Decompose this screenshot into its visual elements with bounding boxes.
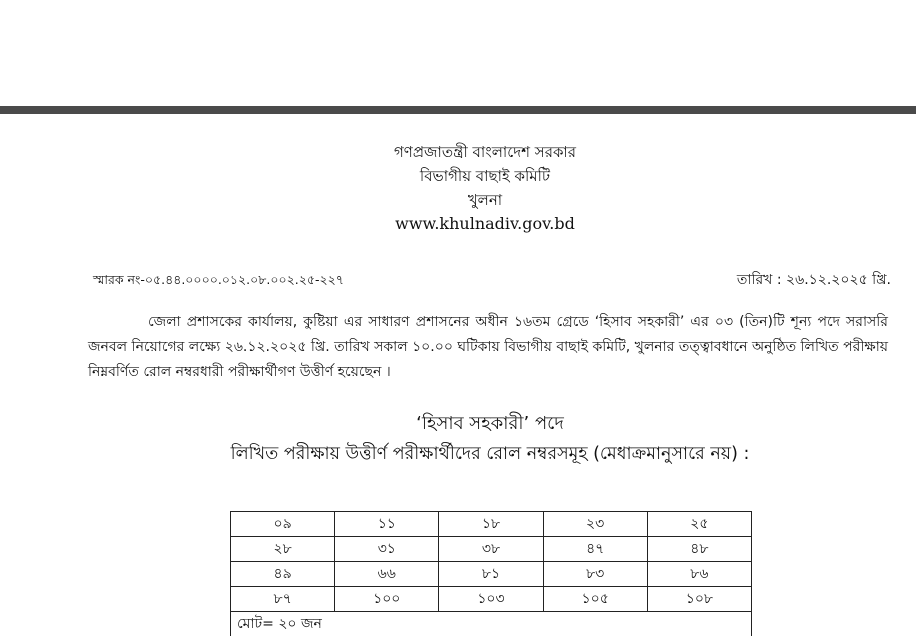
roll-cell: ১১ [335,512,439,537]
total-count: মোট= ২০ জন [231,612,752,636]
roll-cell: ৮৩ [543,562,647,587]
top-blank-area [0,0,916,106]
document-header [0,140,916,236]
roll-cell: ১০০ [335,587,439,612]
roll-cell: ৮৬ [647,562,751,587]
memo-reference: স্মারক নং-০৫.৪৪.০০০০.০১২.০৮.০০২.২৫-২২৭ [93,272,344,292]
city-name: খুলনা [0,188,916,212]
roll-cell: ৩১ [335,537,439,562]
header-divider-bar [0,106,916,114]
roll-cell: ৪৭ [543,537,647,562]
roll-cell: ১০৫ [543,587,647,612]
roll-cell: ৬৬ [335,562,439,587]
table-row [231,537,752,562]
roll-cell: ১৮ [439,512,543,537]
committee-name: বিভাগীয় বাছাই কমিটি [0,164,916,188]
table-row [231,562,752,587]
website-link[interactable]: www.khulnadiv.gov.bd [0,212,916,236]
roll-cell: ০৯ [231,512,335,537]
roll-cell: ৩৮ [439,537,543,562]
roll-cell: ২৩ [543,512,647,537]
roll-cell: ১০৮ [647,587,751,612]
notice-body: জেলা প্রশাসকের কার্যালয়, কুষ্টিয়া এর সাধারণ প্রশাসনের অধীন ১৬তম গ্রেডে ‘হিসাব সহকারী’ এর ০৩ (তিন)টি শূন্য পদে সরাসরি জনবল নিয়োগের লক্ষ্যে ২৬.১২.২০২৫ খ্রি. তারিখ সকাল ১০.০০ ঘটিকায় বিভাগীয় বাছাই কমিটি, খুলনার তত্ত্বাবধানে অনুষ্ঠিত লিখিত পরীক্ষায় নিম্নবর্ণিত রোল নম্বরধারী পরীক্ষার্থীগণ উত্তীর্ণ হয়েছেন । [88,310,888,385]
table-row [231,512,752,537]
section-title: ‘হিসাব সহকারী’ পদে [0,410,916,438]
roll-cell: ১০৩ [439,587,543,612]
roll-cell: ৪৯ [231,562,335,587]
roll-cell: ৪৮ [647,537,751,562]
memo-date: তারিখ : ২৬.১২.২০২৫ খ্রি. [737,268,891,292]
memo-row [93,268,891,292]
table-row [231,587,752,612]
roll-cell: ২৫ [647,512,751,537]
roll-cell: ৮৭ [231,587,335,612]
govt-name: গণপ্রজাতন্ত্রী বাংলাদেশ সরকার [0,140,916,164]
roll-cell: ২৮ [231,537,335,562]
section-subtitle: লিখিত পরীক্ষায় উত্তীর্ণ পরীক্ষার্থীদের রোল নম্বরসমূহ (মেধাক্রমানুসারে নয়) : [0,440,916,468]
table-total-row [231,612,752,636]
roll-number-table [230,511,752,636]
roll-cell: ৮১ [439,562,543,587]
